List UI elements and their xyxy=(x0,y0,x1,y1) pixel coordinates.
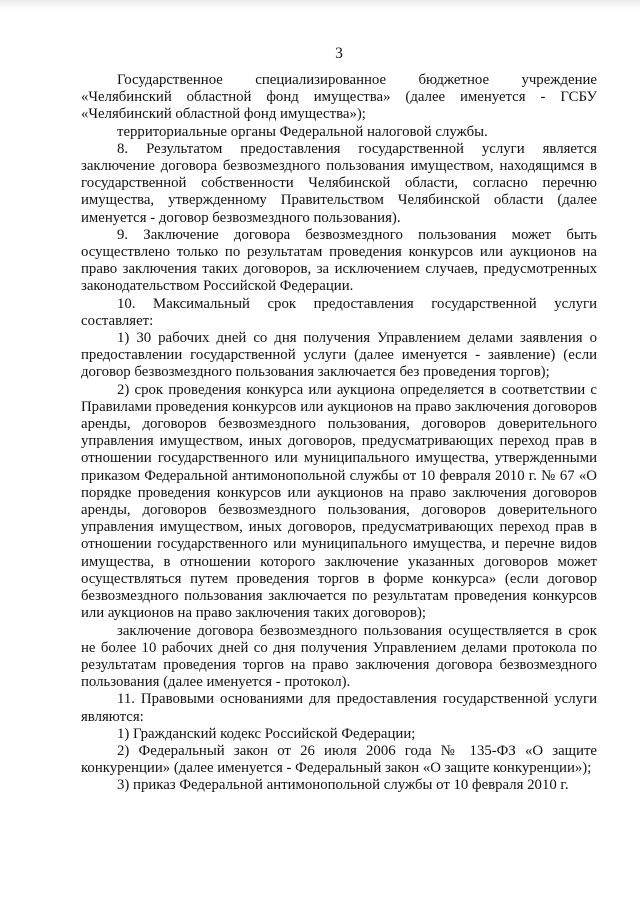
paragraph-11-legal-basis: 11. Правовыми основаниями для предоставления государственной услуги являются: xyxy=(81,691,597,725)
paragraph-11-item-3: 3) приказ Федеральной антимонопольной службы от 10 февраля 2010 г. xyxy=(117,777,569,794)
paragraph-tax-service: территориальные органы Федеральной налоговой службы. xyxy=(117,123,488,140)
paragraph-10-item-2: 2) срок проведения конкурса или аукциона определяется в соответствии с Правилами проведения конкурсов или аукционов на право заключения договоров аренды, договоров безвозмездного пользования, договоров доверительного управления имуществом, иных договоров, предусматривающих переход прав в отношении государственного или муниципального имущества, утвержденными приказом Федеральной антимонопольной службы от 10 февраля 2010 г. № 67 «О порядке проведения конкурсов или аукционов на право заключения договоров аренды, договоров безвозмездного пользования, договоров доверительного управления имуществом, иных договоров, предусматривающих переход прав в отношении государственного или муниципального имущества, и перечне видов имущества, в отношении которого заключение указанных договоров может осуществляться путем проведения торгов в форме конкурса» (если договор безвозмездного пользования заключается по результатам проведения конкурсов или аукционов на право заключения таких договоров); xyxy=(81,381,597,622)
paragraph-gsbu: Государственное специализированное бюджетное учреждение «Челябинский областной фонд имущества» (далее именуется - ГСБУ «Челябинский областной фонд имущества»); xyxy=(81,72,597,123)
paragraph-11-item-1: 1) Гражданский кодекс Российской Федерации; xyxy=(117,725,416,742)
paragraph-10-max-term: 10. Максимальный срок предоставления государственной услуги составляет: xyxy=(81,295,597,329)
paragraph-11-item-2: 2) Федеральный закон от 26 июля 2006 года № 135-ФЗ «О защите конкуренции» (далее именуется - Федеральный закон «О защите конкуренции»); xyxy=(81,742,597,777)
document-page xyxy=(81,44,597,795)
paragraph-8-result: 8. Результатом предоставления государственной услуги является заключение договора безвозмездного пользования имуществом, находящимся в государственной собственности Челябинской области, согласно перечню имущества, утвержденному Правительством Челябинской области (далее именуется - договор безвозмездного пользования). xyxy=(81,140,597,226)
paragraph-protocol-term: заключение договора безвозмездного пользования осуществляется в срок не более 10 рабочих дней со дня получения Управлением делами протокола по результатам проведения торгов на право заключения договора безвозмездного пользования (далее именуется - протокол). xyxy=(81,622,597,691)
paragraph-9-conclusion: 9. Заключение договора безвозмездного пользования может быть осуществлено только по результатам проведения конкурсов или аукционов на право заключения таких договоров, за исключением случаев, предусмотренных законодательством Российской Федерации. xyxy=(81,226,597,295)
page-number: 3 xyxy=(335,45,343,62)
paragraph-10-item-1: 1) 30 рабочих дней со дня получения Управлением делами заявления о предоставлении государственной услуги (далее именуется - заявление) (если договор безвозмездного пользования заключается без проведения торгов); xyxy=(81,330,597,381)
scan-edge-shadow xyxy=(0,0,640,10)
